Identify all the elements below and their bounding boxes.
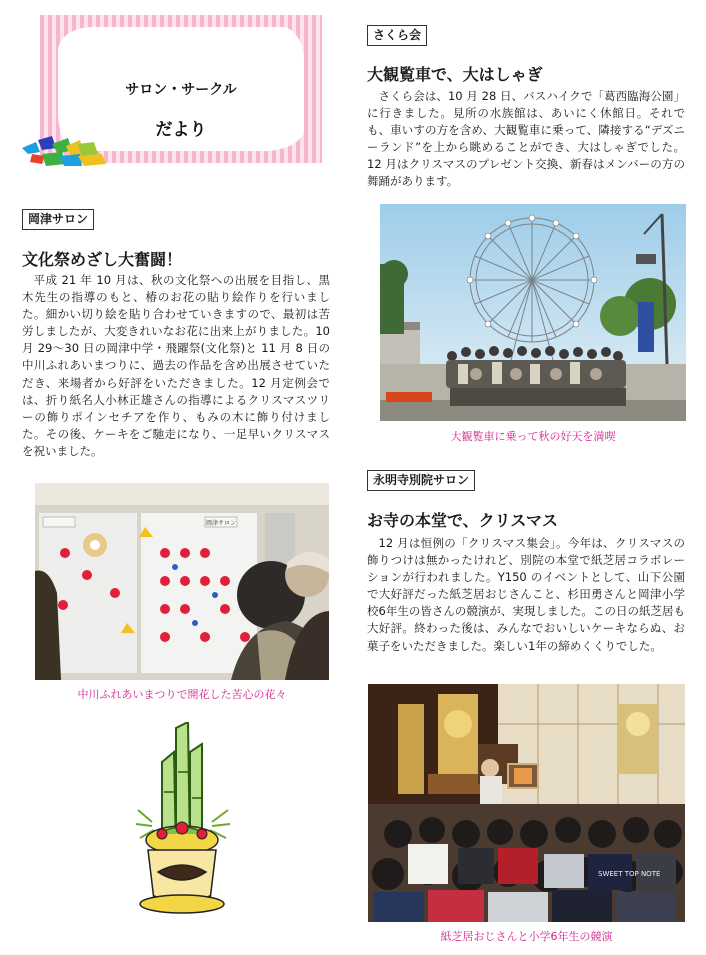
photo-temple-kamishibai — [368, 684, 685, 922]
photo-ferris-wheel — [380, 204, 686, 421]
headline-okazu: 文化祭めざし大奮闘！ — [22, 250, 183, 269]
caption-ferris-wheel: 大観覧車に乗って秋の好天を満喫 — [450, 430, 616, 443]
section-label-eimeiji: 永明寺別院サロン — [367, 470, 475, 491]
shirt-text: SWEET TOP NOTE — [598, 870, 661, 878]
photo-sign-text: 岡津サロン — [205, 520, 237, 527]
decorative-shapes-icon — [22, 134, 108, 168]
kadomatsu-icon — [132, 722, 232, 922]
photo-flower-exhibit — [35, 483, 329, 680]
banner-inner — [58, 27, 304, 151]
caption-flower-exhibit: 中川ふれあいまつりで開花した苦心の花々 — [77, 688, 287, 701]
section-label-sakura: さくら会 — [367, 25, 427, 46]
banner-title-line1: サロン・サークル — [125, 82, 237, 98]
headline-eimeiji: お寺の本堂で、クリスマス — [367, 511, 559, 530]
body-okazu: 平成 21 年 10 月は、秋の文化祭への出展を目指し、黒木先生の指導のもと、椿のお花の貼り絵作りを行いました。細かい切り絵を貼り合わせていきますので、最初は苦労しましたが、大変きれいなお花に出来上がりました。10 月 29～30 日の岡津中学・飛躍祭(文化祭)と 11 月 8 日の中川ふれあいまつりに、過去の作品を含め出展させていただき、来場者から好評をいただきました。12 月定例会では、折り紙名人小林正雄さんの指導によるクリスマスツリーの飾りポインセチアを作り、もみの木に飾り付けました。その後、ケーキをご馳走になり、一足早いクリスマスを祝いました。 — [22, 273, 330, 458]
caption-temple-kamishibai: 紙芝居おじさんと小学6年生の競演 — [440, 930, 613, 943]
headline-sakura: 大観覧車で、大はしゃぎ — [367, 65, 543, 84]
body-eimeiji: 12 月は恒例の「クリスマス集会」。今年は、クリスマスの飾りつけは無かったけれど、別院の本堂で紙芝居コラボレーションが行われました。Y150 のイベントとして、山下公園で大好評だった紙芝居おじさんこと、杉田勇さんと岡津小学校6年生の皆さんの競演が、実現しました。この日の紙芝居も大好評。終わった後は、みんなでおいしいケーキならぬ、お菓子をいただきました。楽しい1年の締めくくりでした。 — [367, 536, 685, 653]
section-label-okazu: 岡津サロン — [22, 209, 94, 230]
banner-title-line2: だより — [155, 120, 207, 140]
body-sakura: さくら会は、10 月 28 日、バスハイクで「葛西臨海公園」に行きました。見所の水族館は、あいにく休館日。それでも、車いすの方を含め、大観覧車に乗って、隣接する“デズニーランド”を上から眺めることができ、大はしゃぎでした。12 月はクリスマスのプレゼント交換、新春はメンバーの方の舞踊があります。 — [367, 89, 685, 189]
